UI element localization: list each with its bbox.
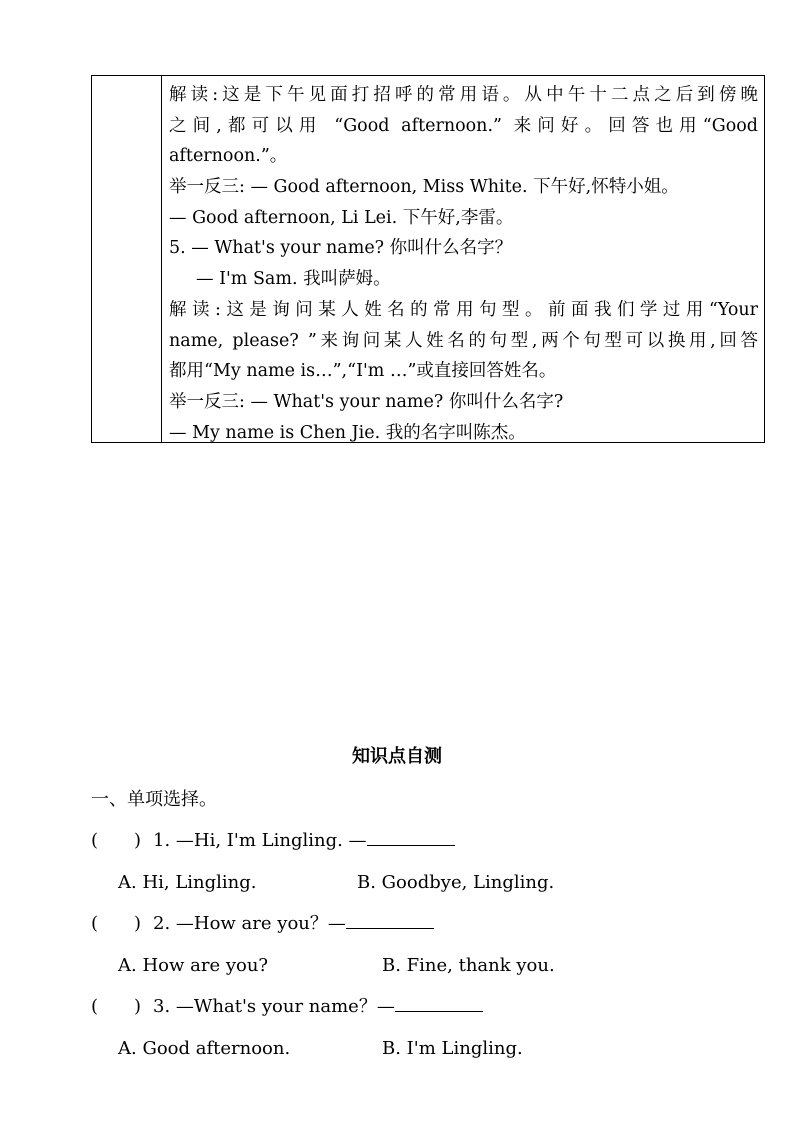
option-b: B. Goodbye, Lingling. <box>357 872 555 893</box>
question-text: 3. —What's your name？— <box>153 996 395 1017</box>
table-label-cell <box>92 76 162 442</box>
note-line: — Good afternoon, Li Lei. 下午好,李雷。 <box>169 207 514 228</box>
table-content-cell <box>163 76 764 442</box>
note-line: 举一反三: — What's your name? 你叫什么名字? <box>169 391 564 412</box>
note-line: afternoon.”。 <box>169 146 288 167</box>
note-line: — My name is Chen Jie. 我的名字叫陈杰。 <box>169 422 526 443</box>
answer-paren[interactable]: ( ) <box>91 913 142 934</box>
question-text: 1. —Hi, I'm Lingling. — <box>153 830 367 851</box>
answer-blank[interactable] <box>346 910 434 929</box>
option-a: A. How are you? <box>118 955 269 976</box>
note-line: 之间,都可以用 “Good afternoon.” 来问好。回答也用“Good <box>169 115 758 136</box>
answer-paren[interactable]: ( ) <box>91 996 142 1017</box>
option-b: B. I'm Lingling. <box>382 1038 523 1059</box>
answer-blank[interactable] <box>395 993 483 1012</box>
note-line: 解读:这是下午见面打招呼的常用语。从中午十二点之后到傍晚 <box>169 85 758 105</box>
note-line: name, please? ”来询问某人姓名的句型,两个句型可以换用,回答 <box>169 330 758 351</box>
note-line: — I'm Sam. 我叫萨姆。 <box>196 269 391 290</box>
question-1 <box>91 827 455 855</box>
question-text: 2. —How are you？— <box>153 913 346 934</box>
section-heading: 一、单项选择。 <box>91 789 217 810</box>
note-line: 举一反三: — Good afternoon, Miss White. 下午好,怀特小姐。 <box>169 177 679 198</box>
option-b: B. Fine, thank you. <box>382 955 555 976</box>
question-3 <box>91 993 483 1021</box>
question-2 <box>91 910 434 938</box>
notes-table <box>91 75 765 443</box>
note-line: 5. — What's your name? 你叫什么名字？ <box>169 238 513 259</box>
page-title: 知识点自测 <box>352 746 442 767</box>
note-line: 解读:这是询问某人姓名的常用句型。前面我们学过用“Your <box>169 299 758 320</box>
answer-blank[interactable] <box>367 827 455 846</box>
note-line: 都用“My name is…”,“I'm …”或直接回答姓名。 <box>169 361 557 382</box>
option-a: A. Good afternoon. <box>118 1038 291 1059</box>
option-a: A. Hi, Lingling. <box>118 872 257 893</box>
answer-paren[interactable]: ( ) <box>91 830 142 851</box>
